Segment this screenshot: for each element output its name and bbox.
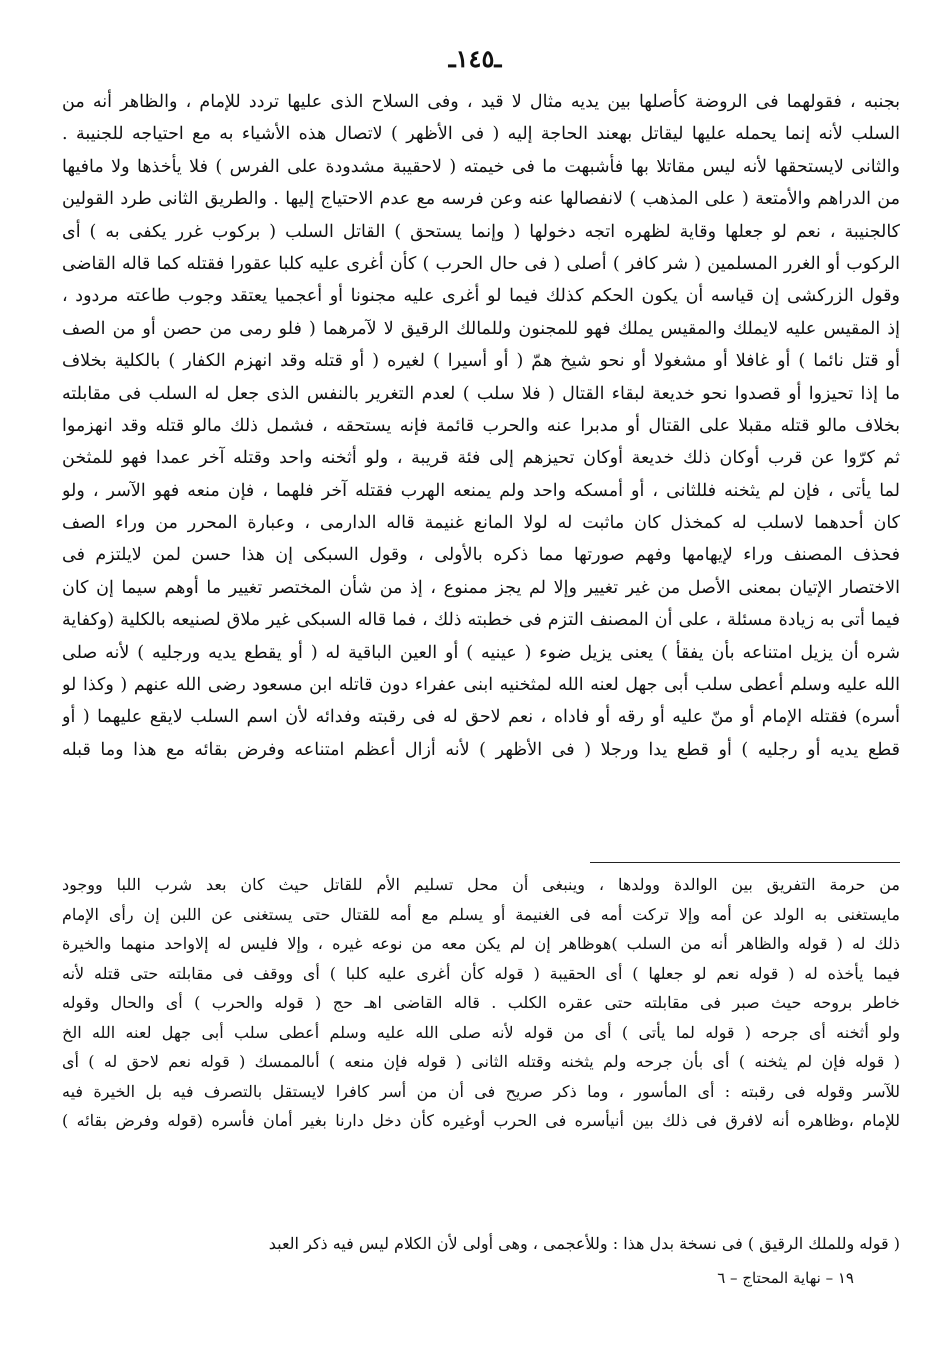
main-text-line: أو قتل نائما ) أو غافلا أو مشغولا أو نحو شيخ همّ ( أو أسيرا ) لغيره ( أو قتله وقد انهزم الكفار ) بالكلية بخلاف — [62, 351, 900, 372]
commentary-line: ولو أثخنه أى جرحه ( قوله لما يأتى ) أى من قوله لأنه صلى الله عليه وسلم أعطى سلب أبى جهل لعنه الله الخ — [62, 1022, 900, 1042]
commentary-line: للآسر وقوله فى رقبته : أى المأسور ، وما ذكر صريح فى أن من أسر كافرا لايستقل بالتصرف فيه بل الخيرة فيه — [62, 1081, 900, 1101]
commentary-line: ذلك له ( قوله والظاهر أنه من السلب )هوظاهر إن لم يكن معه من نوعه غيره ، وإلا فليس له إلاواحد منهما والخيرة — [62, 934, 900, 953]
main-text-line: كان أحدهما لاسلب له كمخذل كان ماثبت له لولا المانع غنيمة قاله الدارمى ، وعبارة المحرر من وراء الصف — [62, 513, 900, 534]
main-text-line: إذ المقيس عليه لايملك والمقيس يملك فهو للمجنون وللمالك الرقيق لا لآمرهما ( فلو رمى من حصن أو من الصف — [62, 318, 900, 339]
commentary-line: خاطر بروحه حيث صبر فى مقابلته حتى عقره الكلب . قاله القاضى اهـ حج ( قوله والحرب ) أى والحال وقوله — [62, 993, 900, 1012]
main-text-line: الله عليه وسلم أعطى سلب أبى جهل لعنه الله لمثخنيه ابنى عفراء دون قاتله ابن مسعود رضى الله عنهم ( وكذا لو — [62, 675, 900, 696]
main-text-line: ما إذا تحيزوا أو قصدوا نحو خديعة لبقاء القتال ( فلا سلب ) لعدم التغرير بالنفس الذى جعل له السلب فى مقابلته — [62, 383, 900, 404]
main-text-line: كالجنيبة ، نعم لو جعلها وقاية لظهره اتجه دخولها ( وإنما يستحق ) القاتل السلب ( بركوب غرر يكفى به ) أى — [62, 221, 900, 242]
commentary-line: من حرمة التفريق بين الوالدة وولدها ، وينبغى أن محل تسليم الأم للقاتل حيث كان بعد شرب اللبا ووجود — [62, 875, 900, 894]
main-text-line: والثانى لايستحقها لأنه ليس مقاتلا بها فأشبهت ما فى خيمته ( لاحقيبة مشدودة على الفرس ) فلا يأخذها ولا مافيها — [62, 156, 900, 177]
main-text-line: فيما أتى به زيادة مسئلة ، على أن المصنف التزم فى خطبته ذلك ، فما قاله السبكى غير ملاق لصنيعه بالكلية (وكفاية — [62, 610, 900, 631]
main-text-line: قطع يديه أو رجليه ) أو قطع يدا ورجلا ( فى الأظهر ) لأنه أزال أعظم امتناعه وفرض بقائه مع هذا وما قبله — [62, 739, 900, 760]
commentary-line: مايستغنى به الولد عن أمه وإلا تركت أمه فى الغنيمة أو يسلم مع أمه للقتال حتى يستغنى عن اللبن إن رأى الإمام — [62, 904, 900, 924]
main-text-line: فحذف المصنف وراء لإيهامها وفهم صورتها مما ذكره بالأولى ، وقول السبكى إن هذا حسن لمن لايلتزم فى — [62, 545, 900, 566]
commentary-line: ( قوله فإن لم يثخنه ) أى بأن جرحه ولم يثخنه وقتله الثانى ( قوله فإن منعه ) أىالممسك ( قوله نعم لاحق له ) أى — [62, 1052, 900, 1071]
page-number: ـ١٤٥ـ — [448, 44, 502, 73]
main-text-line: لما يأتى ، فإن لم يثخنه فللثانى ، أو أمسكه واحد ولم يمنعه الهرب فقتله آخر فلهما ، فإن منعه فهو الآسر ، ولو — [62, 480, 900, 501]
main-text-line: وقول الزركشى إن قياسه أن يكون الحكم كذلك فيما لو أغرى عليه مجنونا أو أعجميا يعتقد وجوب طاعته مردود ، — [62, 286, 900, 307]
main-text-line: أسره) فقتله الإمام أو منّ عليه أو رقه أو فاداه ، نعم لاحق له فى رقبته وفدائه لأن اسم السلب لايقع عليهما ( أو — [62, 707, 900, 728]
main-text-line: الاختصار الإتيان بمعنى الأصل من غير تغيير وإلا لم يجز ممنوع ، إذ من شأن المختصر تغيير ما أوهم سيما إن كان — [62, 577, 900, 598]
main-text-line: ثم كرّوا عن قرب أوكان ذلك خديعة أوكان تحيزهم إلى فئة قريبة ، ولو أثخنه واحد وقتله آخر عمدا فهو للمثخن — [62, 448, 900, 469]
commentary-line: فيما يأخذه له ( قوله نعم لو جعلها ) أى الحقيبة ( قوله كأن أغرى عليه كلبا ) أى ووقف فى مقابلته حتى قتله لأنه — [62, 963, 900, 983]
main-text-line: الركوب أو الغرر المسلمين ( شر كافر ) أصلى ( فى حال الحرب ) كأن أغرى عليه كلبا عقورا فقتله كما قاله القاضى — [62, 253, 900, 274]
main-text-line: بخلاف مالو قتله مقبلا على القتال أو مدبرا عنه والحرب قائمة فإنه يستحقه ، فشمل ذلك مالو قتله وقد انهزموا — [62, 415, 900, 436]
signature-line: ١٩ – نهاية المحتاج – ٦ — [717, 1269, 854, 1287]
commentary-line: للإمام ،وظاهره أنه لافرق فى ذلك بين أنيأسره فى الحرب أوغيره كأن دخل دارنا بغير أمان فأسره (قوله وفرض بقائه ) — [62, 1111, 900, 1130]
commentary-text — [62, 870, 900, 1136]
main-text — [62, 86, 900, 766]
main-text-line: السلب لأنه إنما يحمله عليها ليقاتل بهعند الحاجة إليه ( فى الأظهر ) لاتصال هذه الأشياء به مع احتياجه للجنيبة . — [62, 124, 900, 145]
main-text-line: بجنبه ، فقولهما فى الروضة كأصلها بين يديه مثال لا قيد ، وفى السلاح الذى عليها تردد للإمام ، والظاهر أنه من — [62, 92, 900, 112]
main-text-line: من الدراهم والأمتعة ( على المذهب ) لانفصالها عنه وعن فرسه مع عدم الاحتياج إليها . والطريق الثانى طرد القولين — [62, 189, 900, 210]
section-divider — [590, 862, 900, 863]
footnote: ( قوله وللملك الرقيق ) فى نسخة بدل هذا : وللأعجمى ، وهى أولى لأن الكلام ليس فيه ذكر العبد — [268, 1234, 900, 1253]
main-text-line: شره أن يزيل امتناعه بأن يفقأ ) يعنى يزيل ضوء ( عينيه ) أو العين الباقية له ( أو يقطع يديه ورجليه ) لأنه صلى — [62, 642, 900, 663]
